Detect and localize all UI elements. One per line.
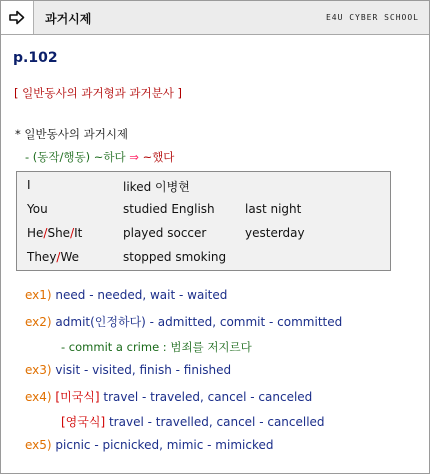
brand-text: E4U CYBER SCHOOL — [325, 13, 419, 22]
example-table — [16, 171, 391, 271]
topic-heading: [ 일반동사의 과거형과 과거분사 ] — [14, 86, 183, 100]
header-bar — [1, 1, 429, 35]
subject-word: She — [47, 226, 71, 240]
example-line — [25, 438, 273, 452]
example-label: ex1) — [25, 288, 52, 302]
table-verb: studied English — [123, 202, 215, 216]
header-icon-box — [1, 1, 34, 34]
subject-word: I — [27, 178, 31, 192]
subject-word: You — [27, 202, 48, 216]
example-label: ex2) — [25, 315, 52, 329]
table-time: yesterday — [245, 226, 305, 240]
example-text: visit - visited, finish - finished — [55, 363, 232, 377]
pattern-prefix: - (동작/행동) ~하다 — [25, 150, 126, 164]
example-label: ex4) — [25, 390, 52, 404]
subject-word: He — [27, 226, 44, 240]
example-line — [25, 288, 227, 302]
example-text: picnic - picnicked, mimic - mimicked — [55, 438, 274, 452]
example-line — [25, 388, 312, 405]
example-text: need - needed, wait - waited — [55, 288, 228, 302]
table-verb: stopped smoking — [123, 250, 227, 264]
table-time: last night — [245, 202, 302, 216]
example-label: ex5) — [25, 438, 52, 452]
section-heading: * 일반동사의 과거시제 — [15, 127, 129, 141]
example-line — [25, 313, 342, 330]
example-text: travel - traveled, cancel - canceled — [103, 390, 313, 404]
pattern-arrow: ⇒ — [129, 150, 139, 164]
spelling-variant-tag: [미국식] — [55, 390, 100, 404]
subject-word: They — [27, 250, 57, 264]
example-note: - commit a crime : 범죄를 저지르다 — [61, 340, 252, 354]
example-text: admit(인정하다) - admitted, commit - committed — [55, 315, 343, 329]
subject-word: It — [74, 226, 83, 240]
example-label: ex3) — [25, 363, 52, 377]
example-line — [25, 363, 231, 377]
arrow-right-icon — [9, 10, 25, 25]
table-verb: liked 이병현 — [123, 180, 190, 194]
table-verb: played soccer — [123, 226, 207, 240]
table-subject — [27, 178, 31, 192]
subject-word: We — [60, 250, 80, 264]
page-title: 과거시제 — [45, 12, 92, 26]
example-text: travel - travelled, cancel - cancelled — [108, 415, 325, 429]
page-number: p.102 — [13, 50, 58, 66]
example-line — [61, 413, 325, 430]
table-subject: They/We — [27, 250, 80, 264]
pattern-result: ~했다 — [142, 150, 175, 164]
table-subject — [27, 202, 48, 216]
table-subject: He/She/It — [27, 226, 83, 240]
tense-pattern — [25, 149, 174, 165]
spelling-variant-tag: [영국식] — [61, 415, 106, 429]
